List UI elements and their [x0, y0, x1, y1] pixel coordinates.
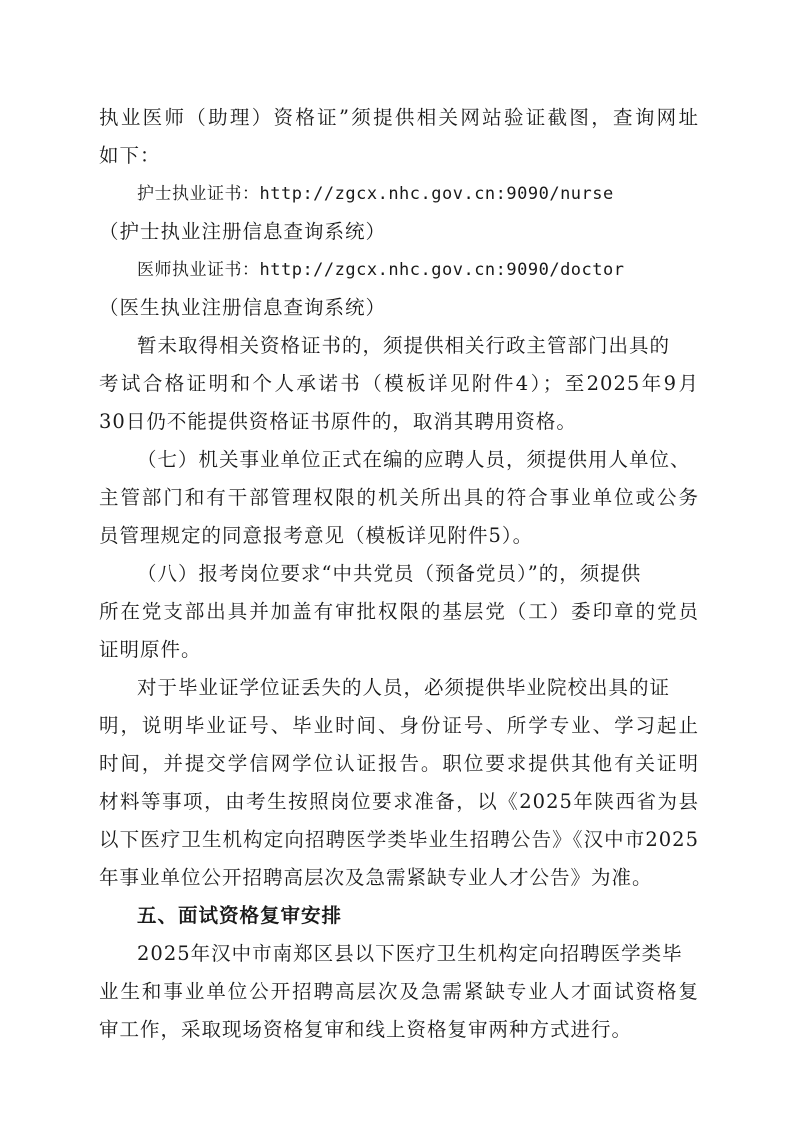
- section-heading: 五、面试资格复审安排: [137, 904, 343, 927]
- url-line-nurse: 护士执业证书：http://zgcx.nhc.gov.cn:9090/nurse: [137, 184, 614, 204]
- text-line: 考试合格证明和个人承诺书（模板详见附件4）；至2025年9月: [99, 372, 699, 395]
- text-line: 年事业单位公开招聘高层次及急需紧缺专业人才公告》为准。: [99, 866, 653, 889]
- text-line: 材料等事项，由考生按照岗位要求准备，以《2025年陕西省为县: [99, 790, 699, 813]
- text-line: 以下医疗卫生机构定向招聘医学类毕业生招聘公告》《汉中市2025: [99, 828, 699, 851]
- text-line: （七）机关事业单位正式在编的应聘人员，须提供用人单位、: [137, 448, 691, 471]
- text-line: （护士执业注册信息查询系统）: [99, 220, 387, 243]
- text-line: 时间，并提交学信网学位认证报告。职位要求提供其他有关证明: [99, 752, 699, 775]
- text-line: 30日仍不能提供资格证书原件的，取消其聘用资格。: [99, 410, 577, 433]
- text-line: （医生执业注册信息查询系统）: [99, 296, 387, 319]
- text-line: 员管理规定的同意报考意见（模板详见附件5）。: [99, 524, 534, 547]
- text-line: 如下：: [99, 144, 161, 167]
- text-line: 业生和事业单位公开招聘高层次及急需紧缺专业人才面试资格复: [99, 980, 699, 1003]
- text-line: 暂未取得相关资格证书的，须提供相关行政主管部门出具的: [137, 334, 671, 357]
- text-line: 执业医师（助理）资格证”须提供相关网站验证截图，查询网址: [99, 106, 699, 129]
- url-line-doctor: 医师执业证书：http://zgcx.nhc.gov.cn:9090/doctor: [137, 260, 625, 280]
- text-line: （八）报考岗位要求“中共党员（预备党员）”的，须提供: [137, 562, 642, 585]
- text-line: 明，说明毕业证号、毕业时间、身份证号、所学专业、学习起止: [99, 714, 699, 737]
- text-line: 审工作，采取现场资格复审和线上资格复审两种方式进行。: [99, 1018, 633, 1041]
- text-line: 所在党支部出具并加盖有审批权限的基层党（工）委印章的党员: [99, 600, 699, 623]
- text-line: 证明原件。: [99, 638, 202, 661]
- text-line: 2025年汉中市南郑区县以下医疗卫生机构定向招聘医学类毕: [137, 942, 683, 965]
- text-line: 主管部门和有干部管理权限的机关所出具的符合事业单位或公务: [99, 486, 699, 509]
- text-line: 对于毕业证学位证丢失的人员，必须提供毕业院校出具的证: [137, 676, 671, 699]
